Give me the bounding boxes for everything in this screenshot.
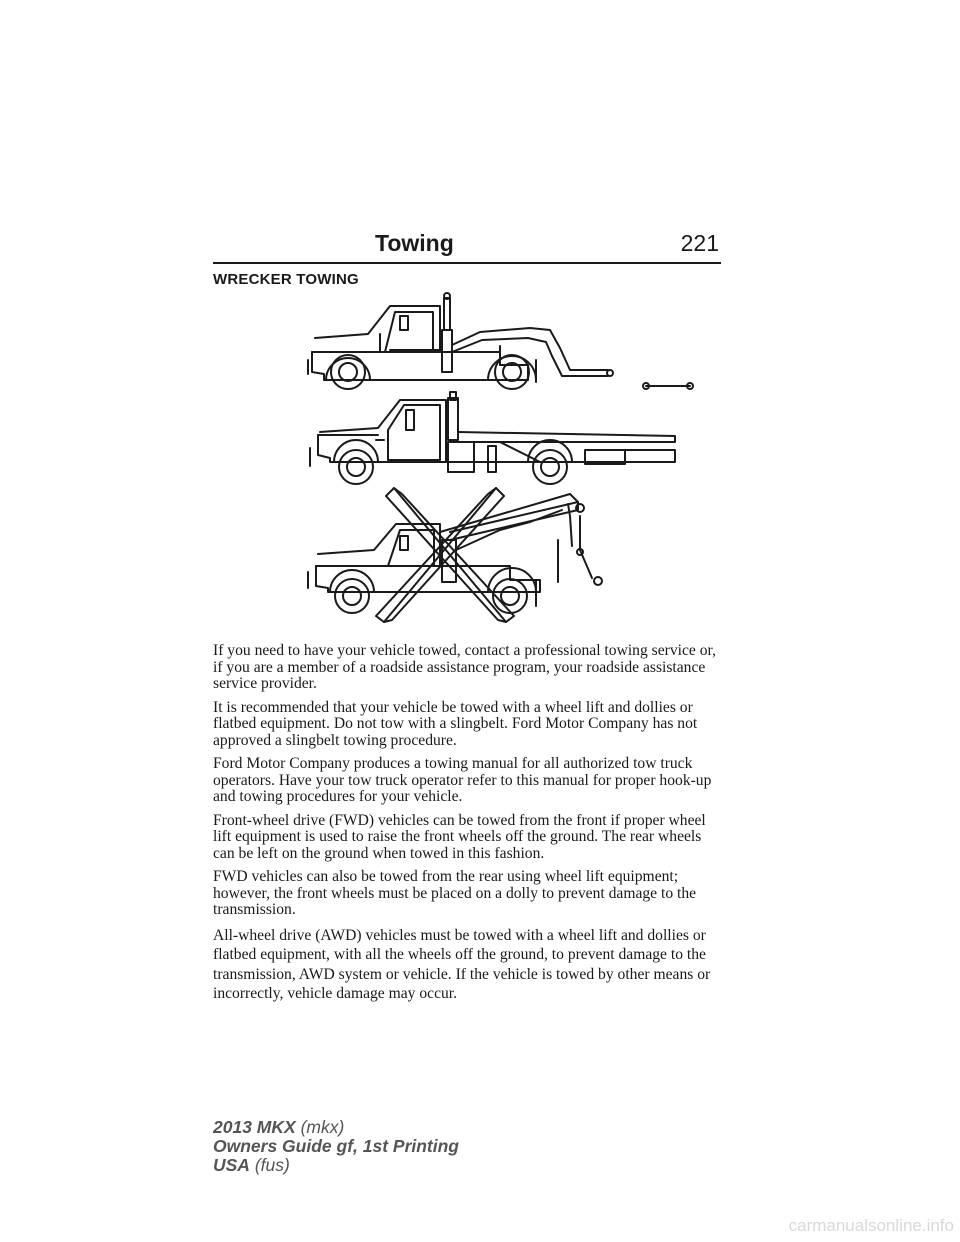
footer-line: [213, 1156, 459, 1175]
section-heading: WRECKER TOWING: [213, 271, 359, 288]
tow-trucks-illustration: [300, 290, 700, 630]
footer-market-code: (fus): [254, 1155, 290, 1175]
page-header: [213, 228, 721, 264]
paragraph: Ford Motor Company produces a towing manual for all authorized tow truck operators. Have your tow truck operator refer to this manual for proper hook-up and towing procedures for your vehicle.: [213, 755, 712, 805]
paragraph: If you need to have your vehicle towed, contact a professional towing service or, if you are a member of a roadside assistance program, your roadside assistance service provider.: [213, 642, 716, 692]
paragraph: Front-wheel drive (FWD) vehicles can be towed from the front if proper wheel lift equipment is used to raise the front wheels off the ground. The rear wheels can be left on the ground when towed in this fashion.: [213, 811, 706, 862]
watermark: carmanualsonline.info: [788, 1216, 954, 1235]
footer-model: 2013 MKX: [213, 1117, 296, 1137]
footer-model-code: (mkx): [300, 1117, 345, 1137]
paragraph: All-wheel drive (AWD) vehicles must be towed with a wheel lift and dollies or flatbed equipment, with all the wheels off the ground, to prevent damage to the transmission, AWD system or vehicle. If the vehicle is towed by other means or incorrectly, vehicle damage may occur.: [213, 926, 711, 1003]
page-footer: [213, 1118, 459, 1175]
page-number: 221: [680, 230, 719, 256]
flatbed-truck-icon: [310, 392, 675, 484]
wheel-lift-truck-icon: [308, 293, 693, 389]
slingbelt-truck-icon: [308, 494, 602, 613]
paragraph: FWD vehicles can also be towed from the rear using wheel lift equipment; however, the front wheels must be placed on a dolly to prevent damage to the transmission.: [213, 868, 697, 918]
chapter-title: Towing: [375, 230, 454, 256]
footer-market: USA: [213, 1155, 250, 1175]
body-text: [213, 643, 725, 1011]
footer-guide: Owners Guide gf, 1st Printing: [213, 1136, 459, 1156]
footer-line: [213, 1118, 459, 1137]
paragraph: It is recommended that your vehicle be towed with a wheel lift and dollies or flatbed equipment. Do not tow with a slingbelt. Ford Motor Company has not approved a slingbelt towing procedure.: [213, 698, 698, 749]
